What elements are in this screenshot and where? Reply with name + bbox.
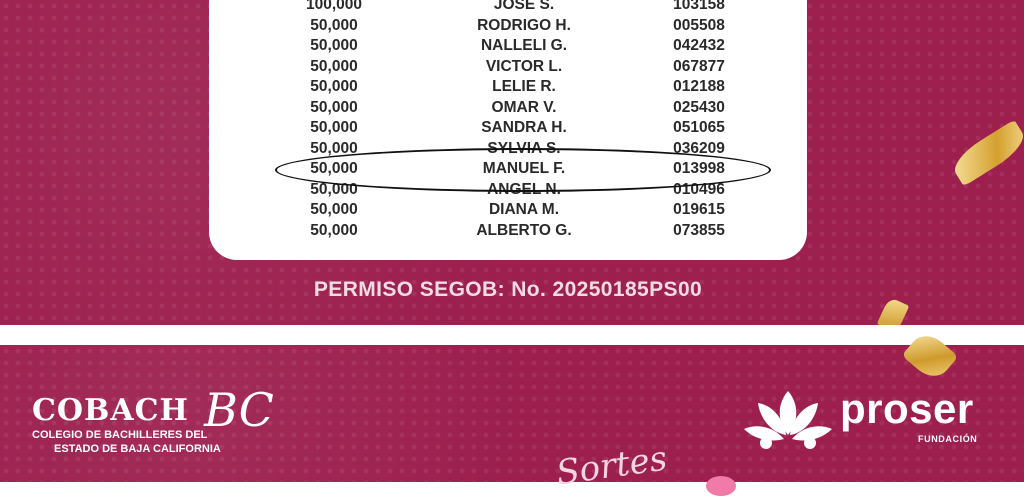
permit-text: PERMISO SEGOB: No. 20250185PS00: [313, 278, 703, 301]
table-row: [209, 57, 807, 78]
cobach-logo-line1: COLEGIO DE BACHILLERES DEL: [32, 429, 208, 441]
prize-amount: 50,000: [310, 160, 358, 177]
prize-amount: 50,000: [310, 16, 358, 34]
winner-name: SYLVIA S.: [487, 139, 561, 157]
winner-name: DIANA M.: [488, 201, 560, 218]
ticket-number: 025430: [673, 98, 725, 116]
ticket-number: 005508: [673, 16, 725, 34]
ticket-number: 010496: [673, 180, 725, 198]
ticket-number: 042432: [673, 37, 725, 54]
winner-name: MANUEL F.: [482, 160, 566, 177]
proser-logo-name: proser: [840, 385, 974, 432]
winner-name: VICTOR L.: [485, 57, 563, 75]
winner-name: LELIE R.: [492, 78, 556, 95]
table-row: [209, 16, 807, 37]
table-row: [209, 118, 807, 139]
prize-amount: 50,000: [310, 98, 358, 116]
winner-name: SANDRA H.: [481, 119, 567, 136]
results-table: [209, 0, 807, 241]
prize-amount: 50,000: [310, 139, 358, 157]
ticket-number: 073855: [673, 221, 725, 239]
prize-amount: 50,000: [310, 119, 358, 136]
winner-name: JOSE S.: [493, 0, 555, 13]
table-row: [209, 77, 807, 98]
winner-name: RODRIGO H.: [477, 16, 571, 34]
table-row: [209, 98, 807, 119]
cobach-logo-initials: BC: [204, 383, 274, 437]
table-row: [209, 200, 807, 221]
winner-name: ALBERTO G.: [476, 221, 572, 239]
cobach-logo-line2: ESTADO DE BAJA CALIFORNIA: [54, 443, 221, 455]
table-row: [209, 221, 807, 242]
prize-amount: 50,000: [310, 180, 358, 198]
ticket-number: 103158: [673, 0, 725, 13]
winner-name: NALLELI G.: [480, 37, 568, 54]
ticket-number: 036209: [673, 139, 725, 157]
prize-amount: 50,000: [310, 78, 358, 95]
ticket-number: 067877: [673, 57, 725, 75]
ticket-number: 051065: [673, 119, 725, 136]
winner-name: OMAR V.: [491, 98, 557, 116]
winner-name: ANGEL N.: [487, 180, 561, 198]
ticket-number: 012188: [673, 78, 725, 95]
proser-logo: [742, 383, 992, 453]
lotus-icon: [742, 385, 834, 451]
pink-bubble-decoration: [706, 476, 736, 496]
highlight-oval-annotation: [275, 148, 771, 192]
ticket-number: 019615: [673, 201, 725, 218]
cobach-logo: [32, 383, 282, 461]
confetti-ribbon-icon: [948, 120, 1024, 187]
ticket-number: 013998: [673, 160, 725, 177]
cobach-logo-name: COBACH: [32, 393, 189, 428]
prize-amount: 100,000: [305, 0, 363, 13]
table-row: [209, 36, 807, 57]
proser-logo-subtitle: FUNDACIÓN: [918, 434, 978, 444]
prize-amount: 50,000: [310, 201, 358, 218]
prize-amount: 50,000: [310, 37, 358, 54]
prize-amount: 50,000: [310, 221, 358, 239]
sorteos-script-text: Sortes: [553, 438, 670, 494]
results-card: [209, 0, 807, 260]
table-row: [209, 0, 807, 16]
prize-amount: 50,000: [310, 57, 358, 75]
